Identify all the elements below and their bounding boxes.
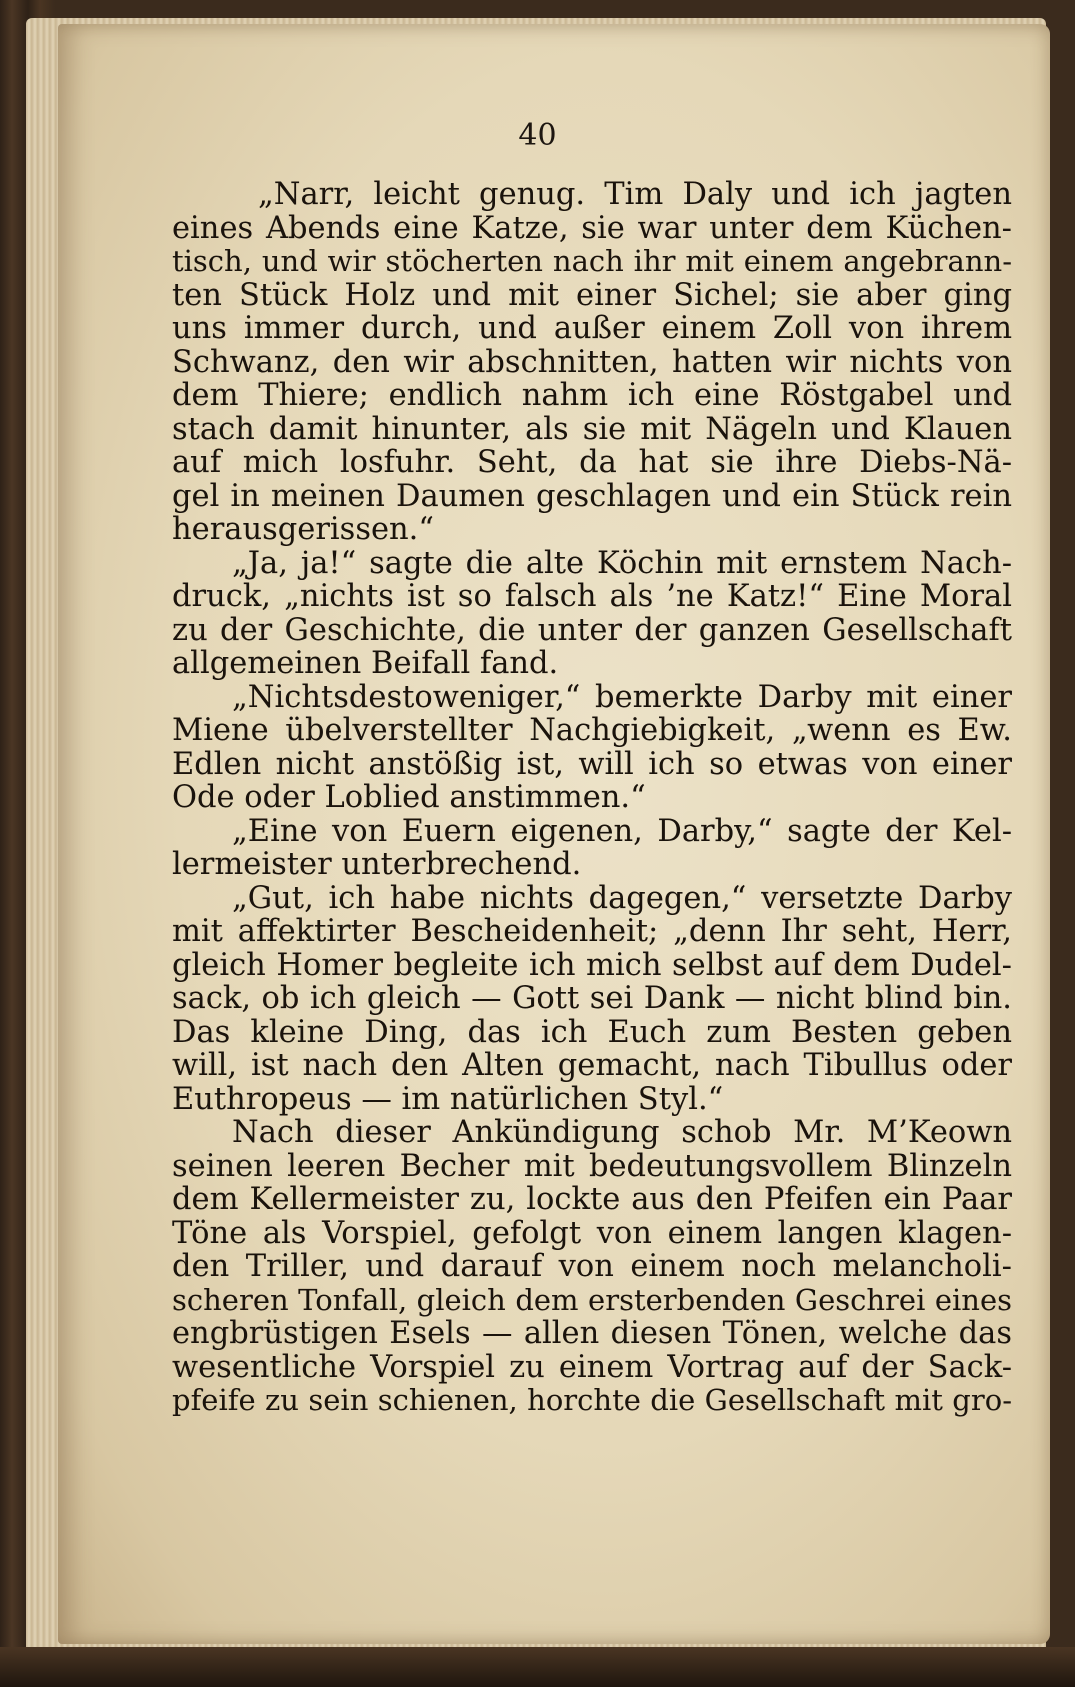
- text-line: „Nichtsdestoweniger,“ bemerkte Darby mit einer: [232, 680, 1012, 714]
- text-line: Ode oder Loblied anstimmen.“: [172, 781, 646, 815]
- text-line: uns immer durch, und außer einem Zoll von ihrem: [172, 312, 1012, 346]
- text-line: Edlen nicht anstößig ist, will ich so etwas von einer: [172, 747, 1012, 781]
- text-line: eines Abends eine Katze, sie war unter dem Küchen-: [172, 211, 1012, 245]
- binding-bottom-edge: [0, 1647, 1075, 1687]
- text-line: sack, ob ich gleich — Gott sei Dank — nicht blind bin.: [172, 982, 1012, 1016]
- text-line: mit affektirter Bescheidenheit; „denn Ihr seht, Herr,: [172, 915, 1012, 949]
- text-line: zu der Geschichte, die unter der ganzen Gesellschaft: [172, 613, 1012, 647]
- text-line: lermeister unterbrechend.: [172, 848, 582, 882]
- text-line: tisch, und wir stöcherten nach ihr mit einem angebrann-: [172, 245, 1012, 278]
- text-line: engbrüstigen Esels — allen diesen Tönen, welche das: [172, 1317, 1012, 1351]
- text-line: „Eine von Euern eigenen, Darby,“ sagte der Kel-: [232, 814, 1012, 848]
- text-line: dem Thiere; endlich nahm ich eine Röstgabel und: [172, 379, 1012, 413]
- text-line: den Triller, und darauf von einem noch melancholi-: [172, 1250, 1012, 1284]
- text-line: scheren Tonfall, gleich dem ersterbenden Geschrei eines: [172, 1283, 1012, 1317]
- text-line: gel in meinen Daumen geschlagen und ein Stück rein: [172, 479, 1012, 513]
- text-line: allgemeinen Beifall fand.: [172, 647, 559, 681]
- text-line: „Gut, ich habe nichts dagegen,“ versetzte Darby: [232, 881, 1012, 915]
- text-line: Das kleine Ding, das ich Euch zum Besten geben: [172, 1015, 1012, 1049]
- page-number: 40: [518, 118, 557, 153]
- text-line: „Narr, leicht genug. Tim Daly und ich jagten: [258, 178, 1012, 212]
- text-line: stach damit hinunter, als sie mit Nägeln und Klauen: [172, 412, 1012, 446]
- text-line: auf mich losfuhr. Seht, da hat sie ihre Diebs-Nä-: [172, 446, 1012, 480]
- text-line: herausgerissen.“: [172, 513, 434, 547]
- text-line: ten Stück Holz und mit einer Sichel; sie aber ging: [172, 278, 1012, 312]
- text-line: Töne als Vorspiel, gefolgt von einem langen klagen-: [172, 1216, 1012, 1250]
- text-line: dem Kellermeister zu, lockte aus den Pfeifen ein Paar: [172, 1183, 1012, 1217]
- text-line: Nach dieser Ankündigung schob Mr. M’Keown: [232, 1116, 1012, 1150]
- text-line: „Ja, ja!“ sagte die alte Köchin mit ernstem Nach-: [232, 546, 1012, 580]
- text-line: seinen leeren Becher mit bedeutungsvollem Blinzeln: [172, 1149, 1012, 1183]
- text-line: Euthropeus — im natürlichen Styl.“: [172, 1082, 724, 1116]
- text-line: will, ist nach den Alten gemacht, nach Tibullus oder: [172, 1049, 1012, 1083]
- text-line: pfeife zu sein schienen, horchte die Gesellschaft mit gro-: [172, 1384, 1012, 1417]
- text-line: Miene übelverstellter Nachgiebigkeit, „wenn es Ew.: [172, 714, 1012, 748]
- text-line: Schwanz, den wir abschnitten, hatten wir nichts von: [172, 345, 1012, 379]
- text-line: wesentliche Vorspiel zu einem Vortrag auf der Sack-: [172, 1350, 1012, 1384]
- body-text: [172, 178, 1012, 1418]
- text-line: druck, „nichts ist so falsch als ’ne Katz!“ Eine Moral: [172, 580, 1012, 614]
- text-line: gleich Homer begleite ich mich selbst auf dem Dudel-: [172, 948, 1012, 982]
